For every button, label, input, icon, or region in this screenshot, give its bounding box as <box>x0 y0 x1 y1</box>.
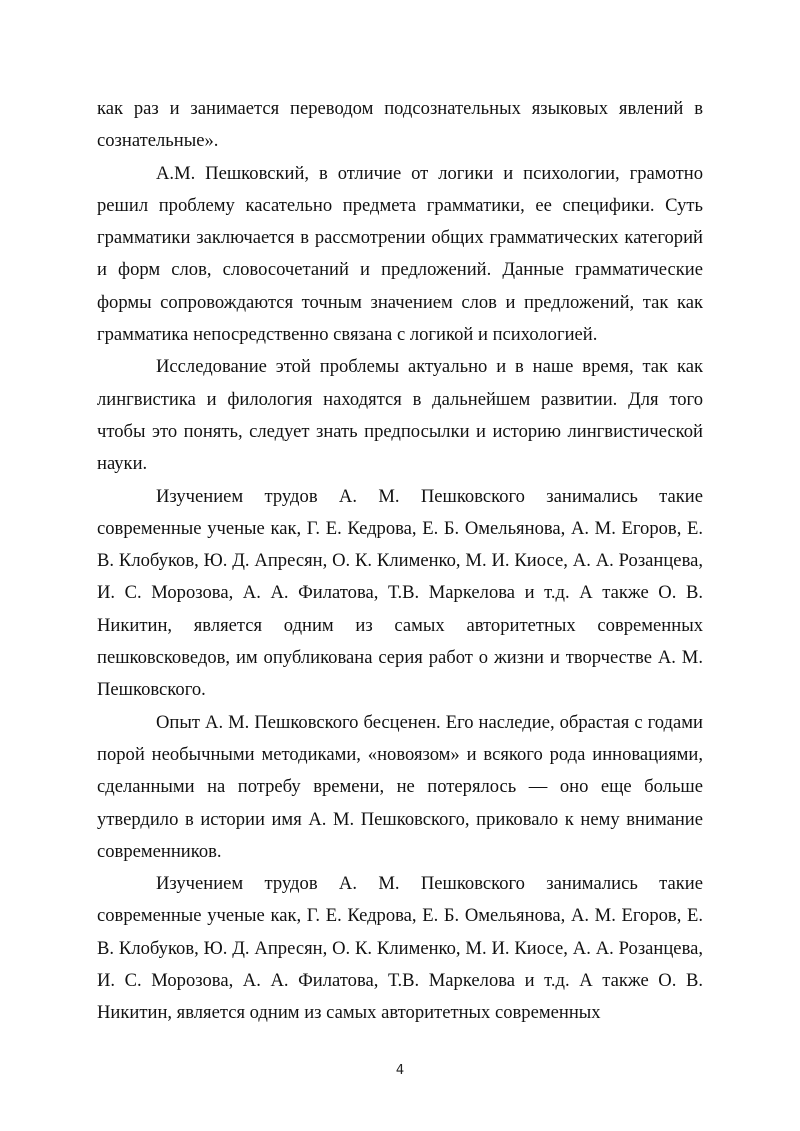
paragraph-relevance: Исследование этой проблемы актуально и в наше время, так как лингвистика и филология находятся в дальнейшем развитии. Для того чтобы это понять, следует знать предпосылки и историю лингвистической науки. <box>97 356 703 475</box>
page-number: 4 <box>395 1063 405 1078</box>
paragraph-researchers: Изучением трудов А. М. Пешковского занимались такие современные ученые как, Г. Е. Кедрова, Е. Б. Омельянова, А. М. Егоров, Е. В. Клобуков, Ю. Д. Апресян, О. К. Клименко, М. И. Киосе, А. А. Розанцева, И. С. Морозова, А. А. Филатова, Т.В. Маркелова и т.д. А также О. В. Никитин, является одним из самых авторитетных современных пешковсковедов, им опубликована серия работ о жизни и творчестве А. М. Пешковского. <box>97 485 703 701</box>
paragraph-continuation: как раз и занимается переводом подсознательных языковых явлений в сознательные». <box>97 98 703 152</box>
paragraph-legacy: Опыт А. М. Пешковского бесценен. Его наследие, обрастая с годами порой необычными методиками, «новоязом» и всякого рода инновациями, сделанными на потребу времени, не потерялось — оно еще больше утвердило в истории имя А. М. Пешковского, приковало к нему внимание современников. <box>97 711 703 862</box>
paragraph-researchers-repeat: Изучением трудов А. М. Пешковского занимались такие современные ученые как, Г. Е. Кедрова, Е. Б. Омельянова, А. М. Егоров, Е. В. Клобуков, Ю. Д. Апресян, О. К. Клименко, М. И. Киосе, А. А. Розанцева, И. С. Морозова, А. А. Филатова, Т.В. Маркелова и т.д. А также О. В. Никитин, является одним из самых авторитетных современных <box>97 873 703 1024</box>
body-text <box>97 93 703 1030</box>
paragraph-grammar-subject: А.М. Пешковский, в отличие от логики и психологии, грамотно решил проблему касательно предмета грамматики, ее специфики. Суть грамматики заключается в рассмотрении общих грамматических категорий и форм слов, словосочетаний и предложений. Данные грамматические формы сопровождаются точным значением слов и предложений, так как грамматика непосредственно связана с логикой и психологией. <box>97 162 703 346</box>
